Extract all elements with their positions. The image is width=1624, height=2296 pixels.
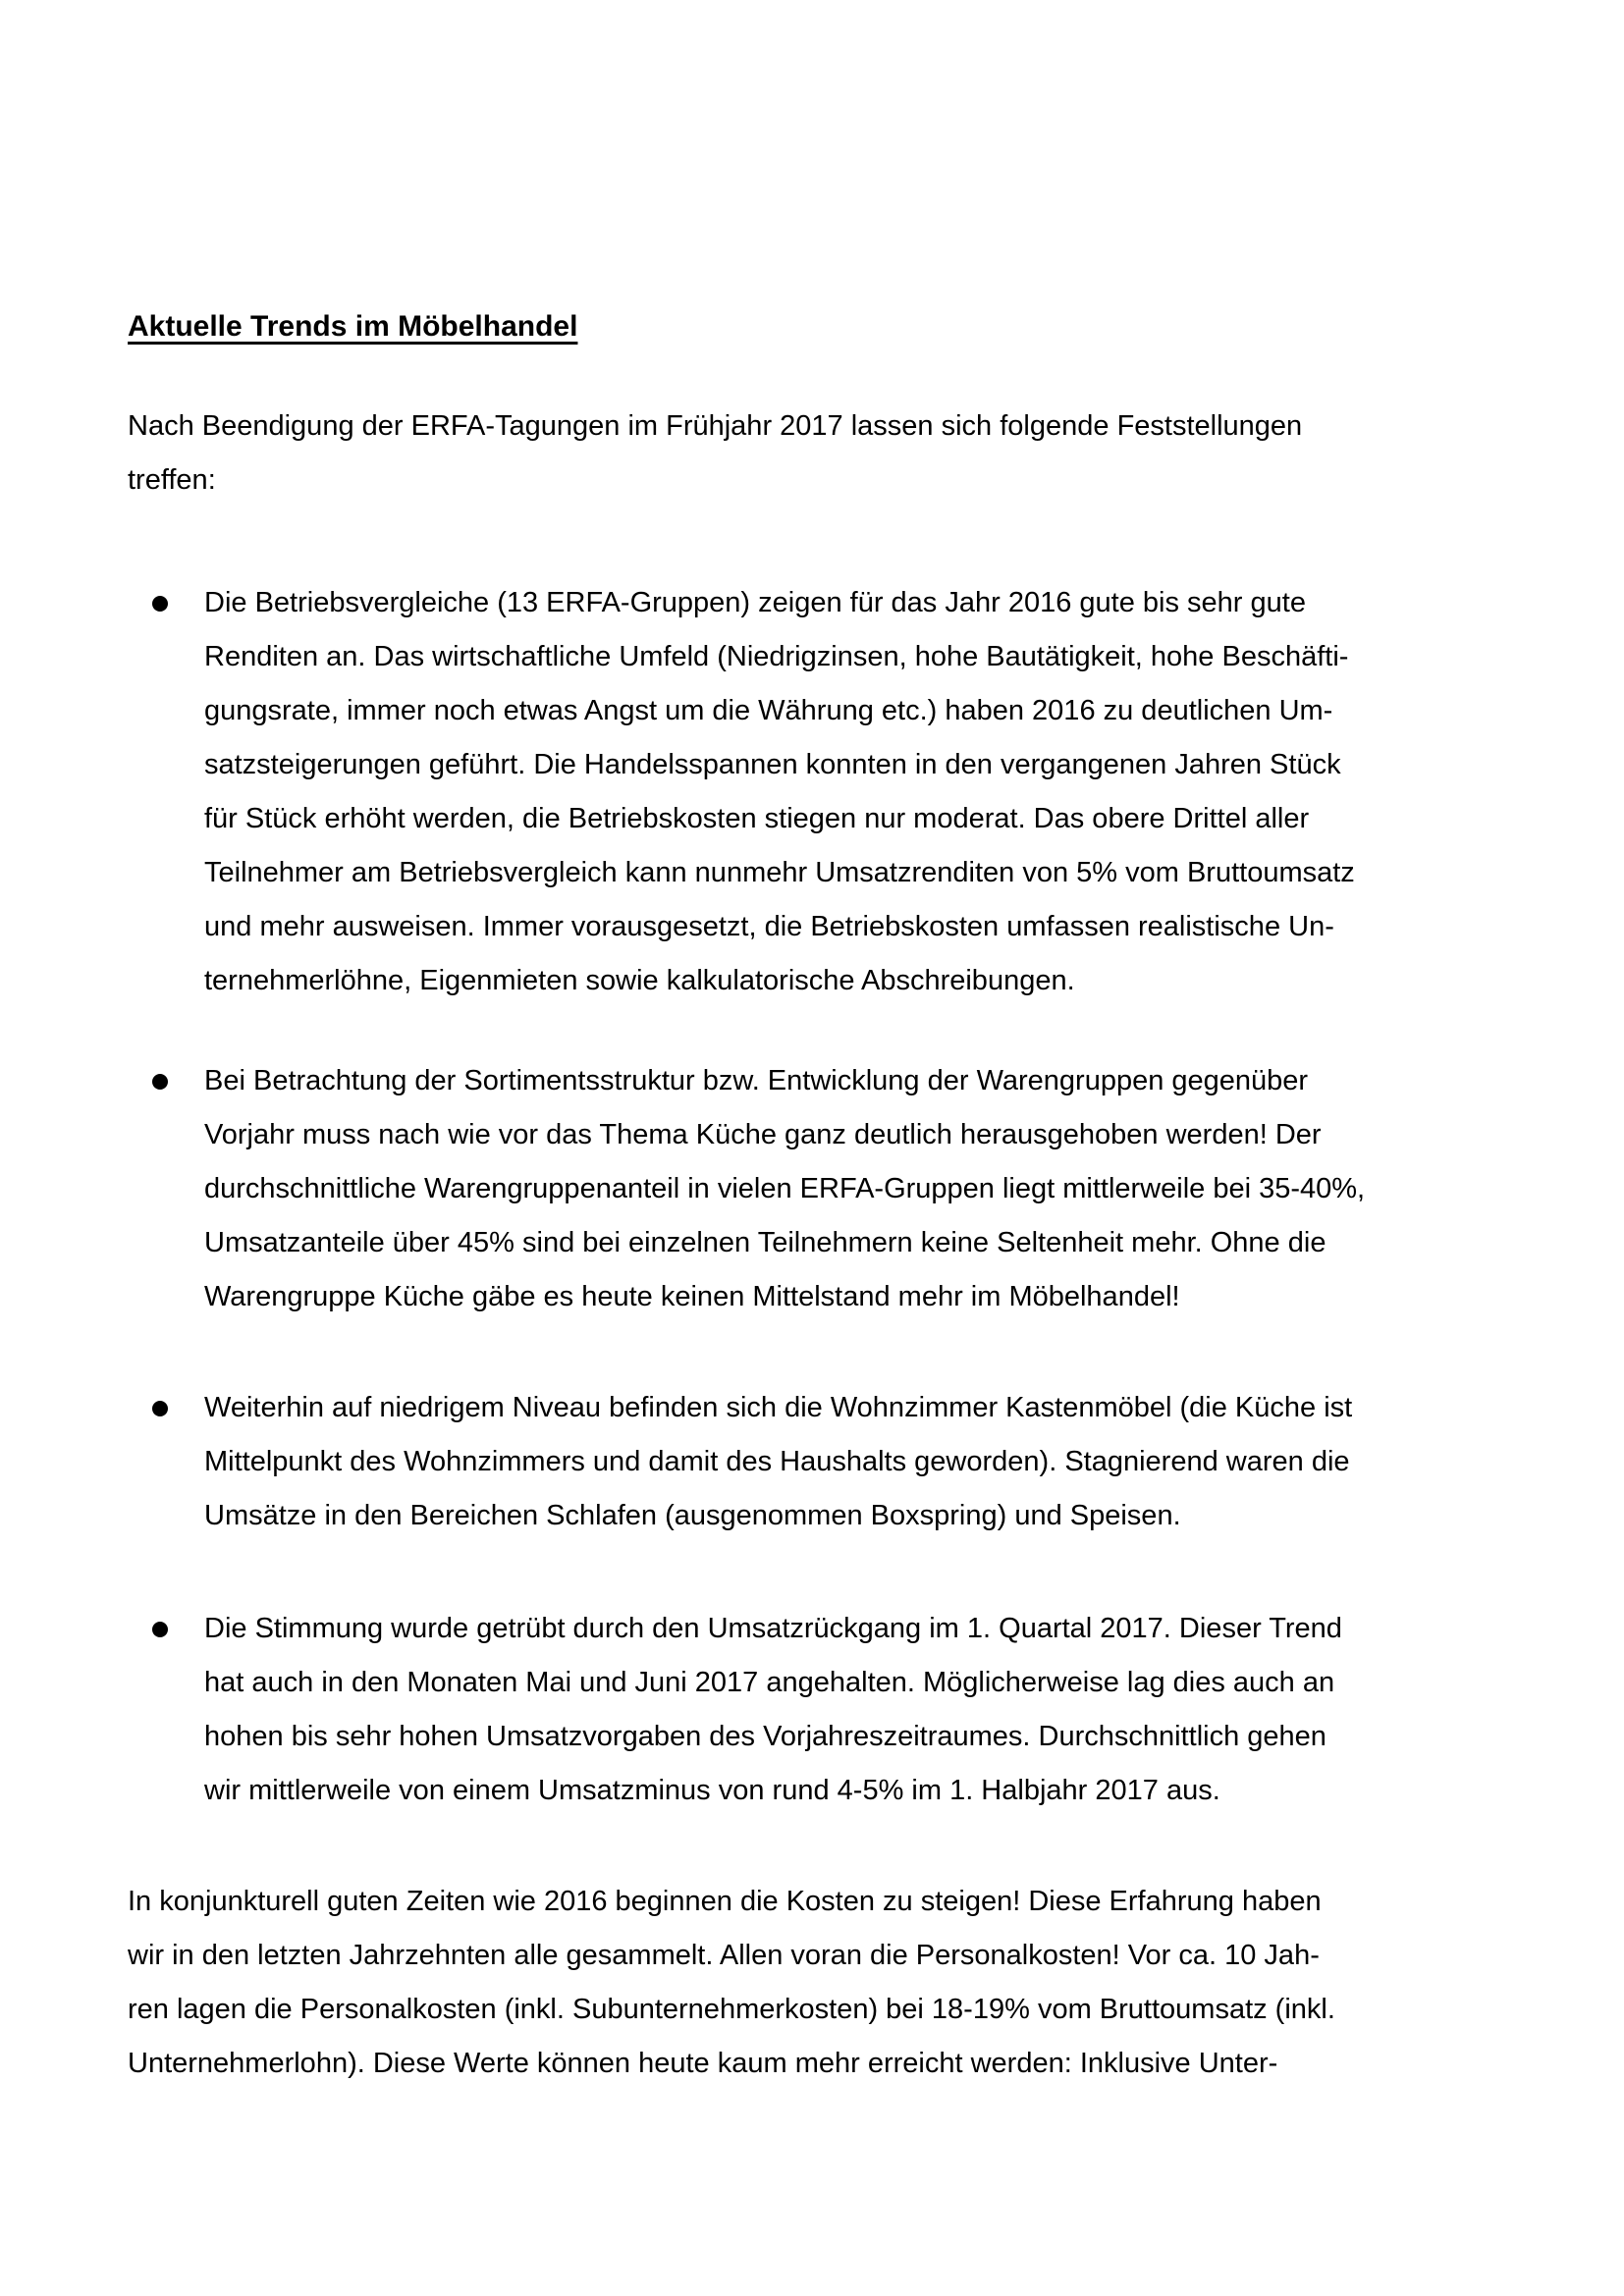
text-line: ren lagen die Personalkosten (inkl. Subunternehmerkosten) bei 18-19% vom Bruttoumsatz (inkl.	[128, 1994, 1335, 2025]
bullet-icon	[152, 596, 168, 612]
intro-paragraph	[128, 400, 1498, 507]
text-line: hohen bis sehr hohen Umsatzvorgaben des Vorjahreszeitraumes. Durchschnittlich gehen	[204, 1721, 1326, 1752]
text-line: Teilnehmer am Betriebsvergleich kann nunmehr Umsatzrenditen von 5% vom Bruttoumsatz	[204, 857, 1355, 888]
text-line: durchschnittliche Warengruppenanteil in vielen ERFA-Gruppen liegt mittlerweile bei 35-40%,	[204, 1173, 1366, 1204]
text-line: Umsatzanteile über 45% sind bei einzelnen Teilnehmern keine Seltenheit mehr. Ohne die	[204, 1227, 1326, 1258]
bullet-item-stimmung	[128, 1602, 1498, 1818]
text-line: satzsteigerungen geführt. Die Handelsspannen konnten in den vergangenen Jahren Stück	[204, 749, 1341, 780]
bullet-icon	[152, 1401, 168, 1416]
bullet-icon	[152, 1074, 168, 1090]
bullet-text	[204, 1054, 1498, 1324]
bullet-item-sortimentsstruktur	[128, 1054, 1498, 1324]
text-line: Die Stimmung wurde getrübt durch den Umsatzrückgang im 1. Quartal 2017. Dieser Trend	[204, 1613, 1342, 1644]
text-line: wir in den letzten Jahrzehnten alle gesammelt. Allen voran die Personalkosten! Vor ca. 10 Jah-	[128, 1940, 1320, 1971]
bullet-text	[204, 1602, 1498, 1818]
text-line: Mittelpunkt des Wohnzimmers und damit des Haushalts geworden). Stagnierend waren die	[204, 1446, 1350, 1477]
bullet-text	[204, 576, 1498, 1008]
text-line: wir mittlerweile von einem Umsatzminus von rund 4-5% im 1. Halbjahr 2017 aus.	[204, 1775, 1220, 1806]
text-line: und mehr ausweisen. Immer vorausgesetzt, die Betriebskosten umfassen realistische Un-	[204, 911, 1334, 942]
text-line: gungsrate, immer noch etwas Angst um die Währung etc.) haben 2016 zu deutlichen Um-	[204, 695, 1333, 726]
text-line: Warengruppe Küche gäbe es heute keinen Mittelstand mehr im Möbelhandel!	[204, 1281, 1180, 1312]
text-line: Vorjahr muss nach wie vor das Thema Küche ganz deutlich herausgehoben werden! Der	[204, 1119, 1322, 1150]
bullet-text	[204, 1381, 1498, 1543]
text-line: für Stück erhöht werden, die Betriebskosten stiegen nur moderat. Das obere Drittel aller	[204, 803, 1310, 834]
text-line: Umsätze in den Bereichen Schlafen (ausgenommen Boxspring) und Speisen.	[204, 1500, 1181, 1531]
page-title: Aktuelle Trends im Möbelhandel	[128, 310, 578, 343]
text-line: Bei Betrachtung der Sortimentsstruktur bzw. Entwicklung der Warengruppen gegenüber	[204, 1065, 1309, 1096]
bullet-icon	[152, 1622, 168, 1637]
text-line: ternehmerlöhne, Eigenmieten sowie kalkulatorische Abschreibungen.	[204, 965, 1075, 996]
closing-paragraph	[128, 1875, 1498, 2091]
text-line: Nach Beendigung der ERFA-Tagungen im Frühjahr 2017 lassen sich folgende Feststellungen	[128, 410, 1303, 442]
bullet-item-kastenmoebel	[128, 1381, 1498, 1543]
text-line: In konjunkturell guten Zeiten wie 2016 beginnen die Kosten zu steigen! Diese Erfahrung haben	[128, 1886, 1322, 1917]
bullet-item-betriebsvergleiche	[128, 576, 1498, 1008]
text-line: Unternehmerlohn). Diese Werte können heute kaum mehr erreicht werden: Inklusive Unter-	[128, 2048, 1278, 2079]
text-line: Weiterhin auf niedrigem Niveau befinden sich die Wohnzimmer Kastenmöbel (die Küche ist	[204, 1392, 1353, 1423]
text-line: hat auch in den Monaten Mai und Juni 2017 angehalten. Möglicherweise lag dies auch an	[204, 1667, 1335, 1698]
text-line: Renditen an. Das wirtschaftliche Umfeld (Niedrigzinsen, hohe Bautätigkeit, hohe Beschäfti-	[204, 641, 1349, 672]
text-line: treffen:	[128, 464, 216, 496]
text-line: Die Betriebsvergleiche (13 ERFA-Gruppen) zeigen für das Jahr 2016 gute bis sehr gute	[204, 587, 1306, 618]
